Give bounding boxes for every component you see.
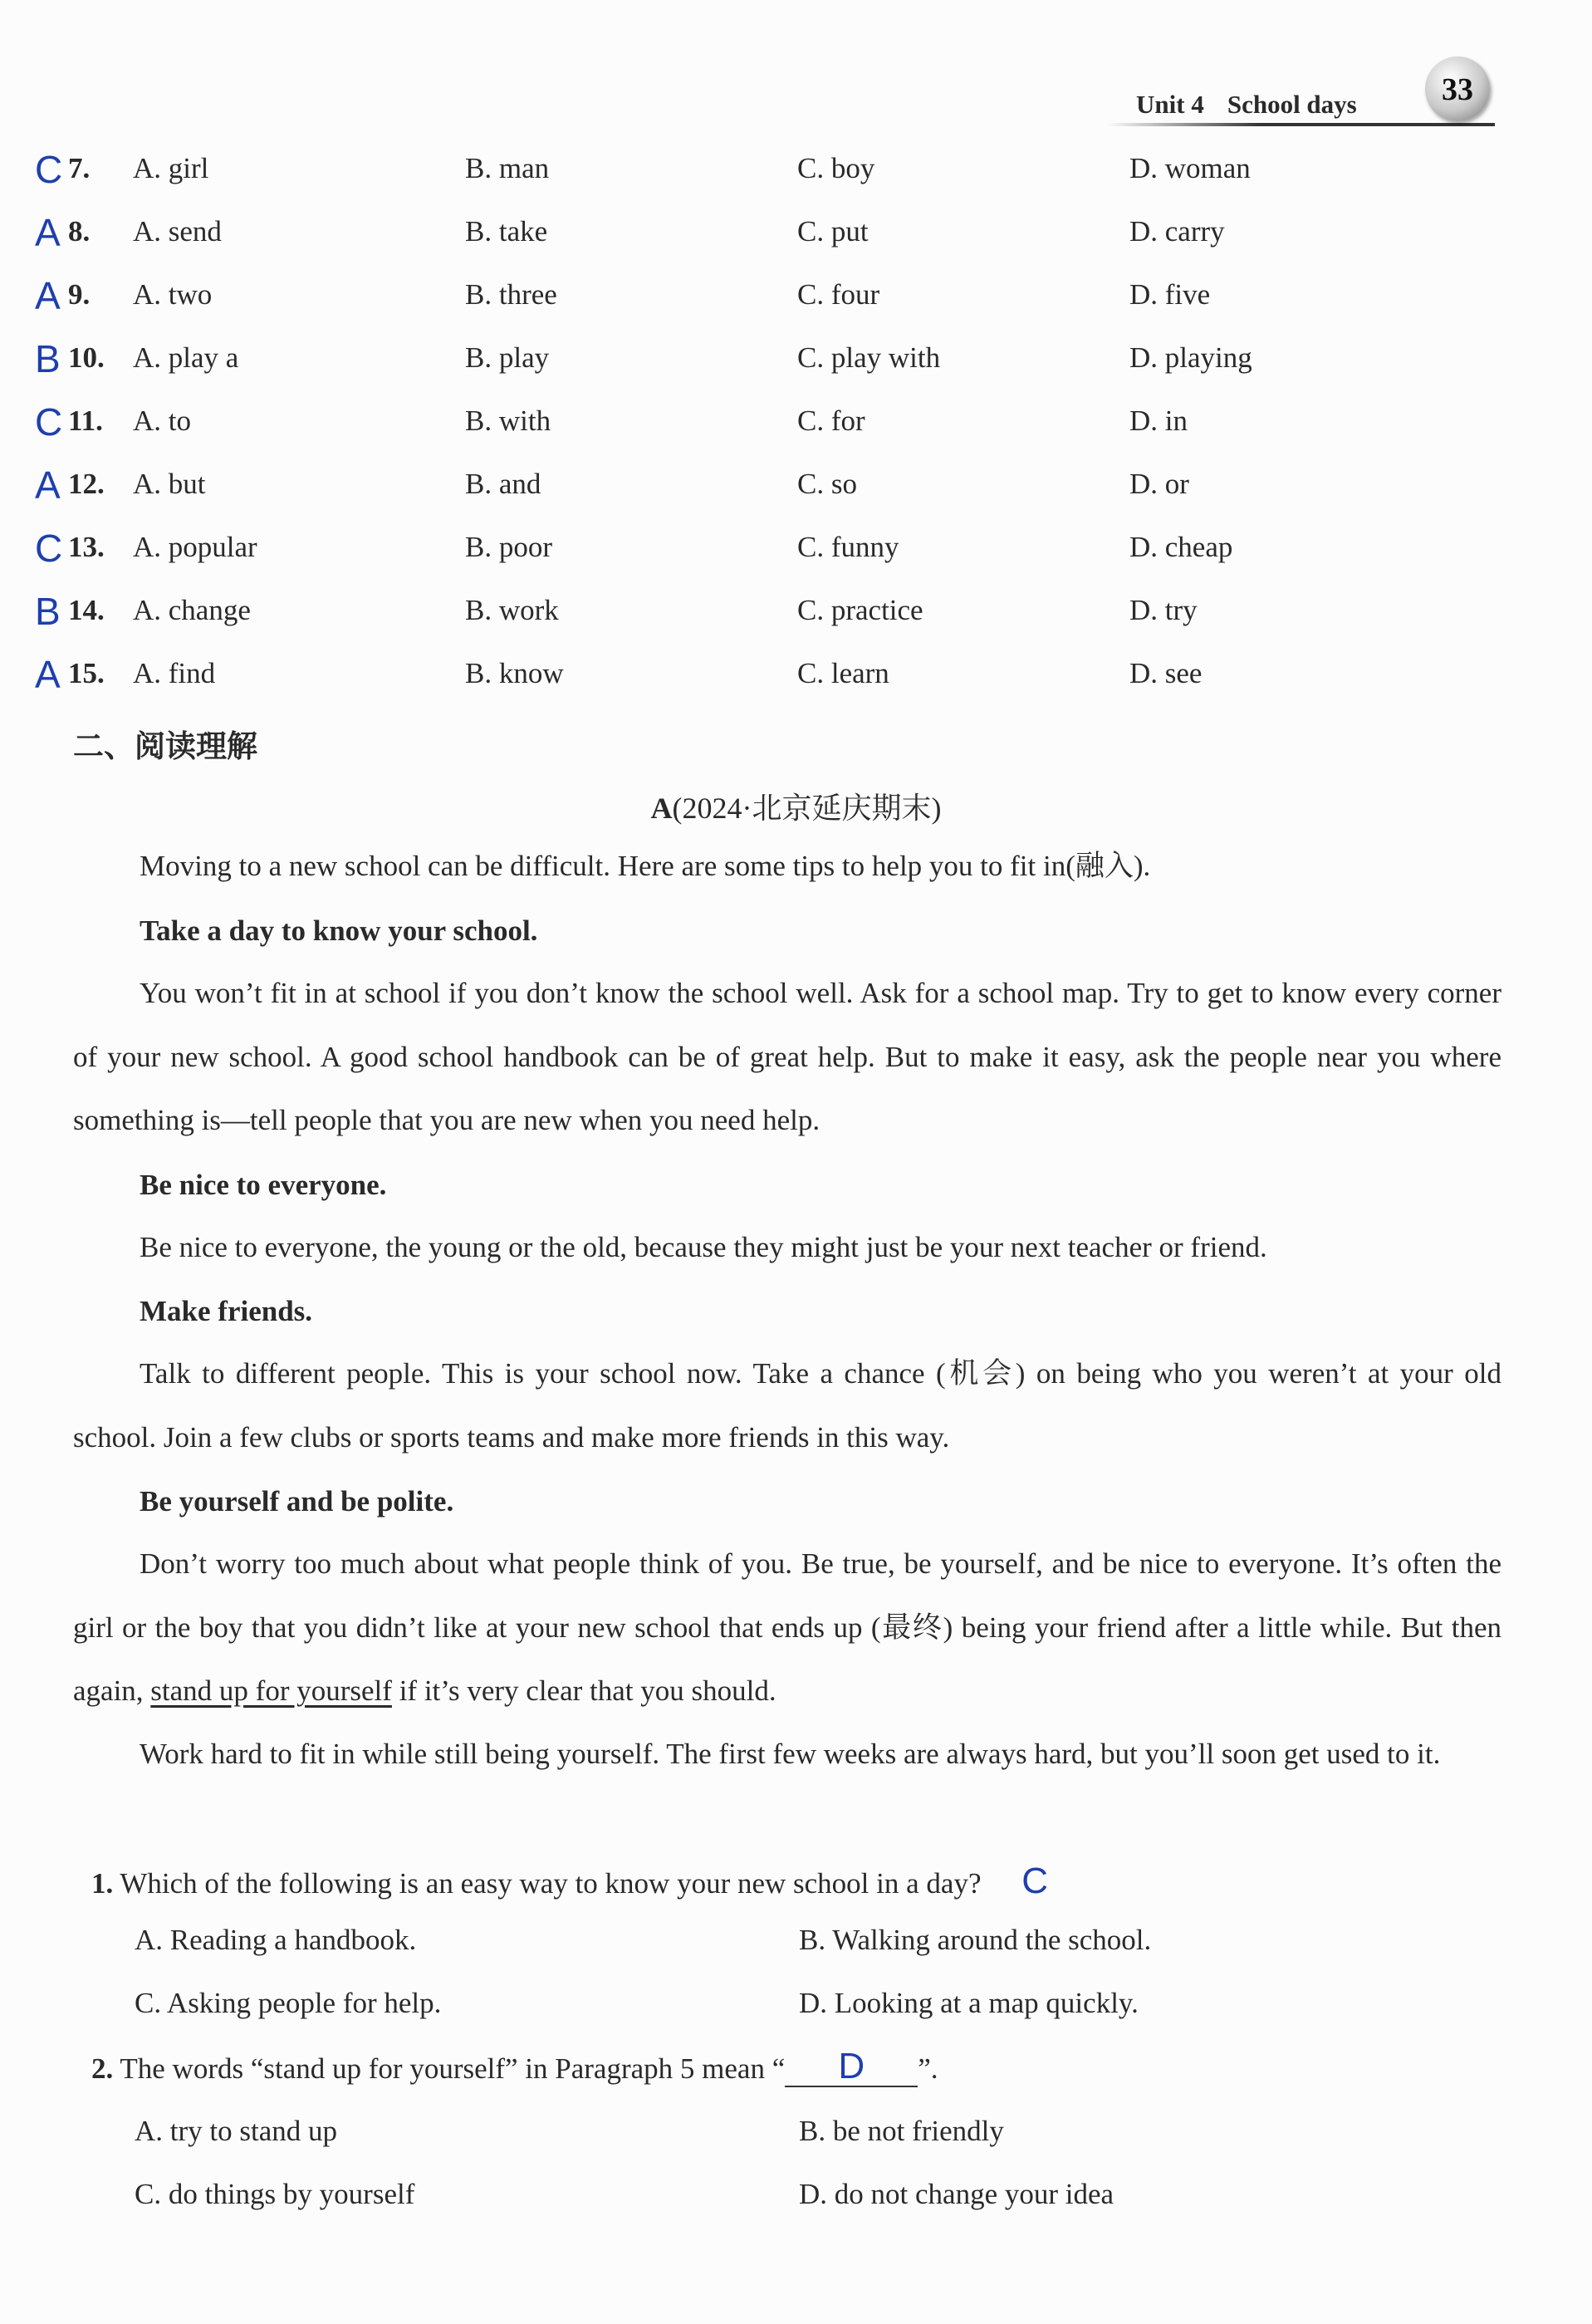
option-d: D. in — [1129, 404, 1188, 437]
option-c: C. four — [797, 278, 880, 311]
question-number: 12. — [68, 468, 105, 500]
option-b: B. work — [465, 594, 559, 626]
paragraph-text: You won’t fit in at school if you don’t know the school well. Ask for a school map. Try to get to know every corner of your new school. A good school handbook can be of great help. But to make it easy, ask the people near you where something is—tell people that you are new when you need help. — [73, 977, 1501, 1136]
handwritten-answer: A — [35, 653, 61, 696]
paragraph-text: Be nice to everyone, the young or the old, because they might just be your next teacher or friend. — [140, 1231, 1267, 1263]
option-a: A. Reading a handbook. — [135, 1924, 417, 1956]
option-c: C. funny — [797, 531, 899, 563]
tip-heading: Take a day to know your school. — [140, 914, 538, 947]
section-title: 二、阅读理解 — [73, 728, 257, 764]
option-b: B. be not friendly — [799, 2115, 1004, 2147]
option-a: A. change — [133, 594, 251, 626]
handwritten-answer: B — [35, 337, 61, 380]
handwritten-answer: A — [35, 274, 61, 317]
option-d: D. playing — [1129, 341, 1252, 374]
option-a: A. girl — [133, 152, 209, 184]
handwritten-answer: C — [1021, 1861, 1049, 1901]
option-d: D. cheap — [1129, 531, 1233, 563]
question-number: 8. — [68, 215, 91, 248]
answer-blank — [785, 2046, 918, 2087]
question-number: 15. — [68, 657, 105, 689]
option-b: B. with — [465, 404, 551, 437]
passage-paragraph — [73, 1532, 1501, 1723]
handwritten-answer: C — [35, 527, 63, 570]
option-c: C. for — [797, 404, 865, 437]
page-number-badge — [1425, 56, 1490, 121]
option-c: C. play with — [797, 341, 941, 374]
paragraph-text: Talk to different people. This is your school now. Take a chance (机会) on being who you weren’t at your old school. Join a few clubs or sports teams and make more friends in this way. — [73, 1357, 1501, 1454]
option-c: C. so — [797, 468, 857, 500]
passage-paragraph — [73, 1723, 1501, 1787]
option-a: A. find — [133, 657, 216, 689]
handwritten-answer: C — [35, 148, 63, 191]
option-b: B. take — [465, 215, 548, 248]
option-d: D. or — [1129, 468, 1189, 500]
question-number: 14. — [68, 594, 105, 626]
option-c: C. boy — [797, 152, 875, 184]
paragraph-text: Work hard to fit in while still being yourself. The first few weeks are always hard, but you’ll soon get used to it. — [140, 1738, 1441, 1770]
handwritten-answer: B — [35, 590, 61, 633]
passage-paragraph — [73, 962, 1501, 1153]
paragraph-text: if it’s very clear that you should. — [391, 1674, 776, 1707]
intro-text: Moving to a new school can be difficult. Here are some tips to help you to fit in(融入). — [140, 850, 1151, 882]
question-number: 7. — [68, 152, 91, 184]
option-b: B. and — [465, 468, 541, 500]
option-a: A. to — [133, 404, 191, 437]
option-d: D. do not change your idea — [799, 2178, 1114, 2210]
question — [91, 2046, 938, 2087]
tip-heading: Be nice to everyone. — [140, 1169, 387, 1201]
passage-paragraph — [73, 1216, 1501, 1280]
question — [91, 1861, 1048, 1902]
option-c: C. do things by yourself — [135, 2178, 415, 2210]
question-text: The words “stand up for yourself” in Paragraph 5 mean “ — [120, 2052, 786, 2085]
option-b: B. play — [465, 341, 550, 374]
question-number: 9. — [68, 278, 91, 311]
option-d: D. try — [1129, 594, 1198, 626]
option-b: B. three — [465, 278, 557, 311]
tip-heading: Be yourself and be polite. — [140, 1485, 454, 1517]
option-a: A. play a — [133, 341, 239, 374]
option-b: B. know — [465, 657, 564, 689]
option-c: C. put — [797, 215, 869, 248]
option-b: B. Walking around the school. — [799, 1924, 1152, 1956]
handwritten-answer: D — [838, 2046, 865, 2086]
header-rule — [1105, 123, 1495, 126]
option-a: A. popular — [133, 531, 257, 563]
passage-source: (2024·北京延庆期末) — [672, 792, 942, 825]
option-c: C. practice — [797, 594, 923, 626]
option-c: C. Asking people for help. — [135, 1987, 442, 2019]
passage-label: A — [650, 792, 673, 825]
tip-heading: Make friends. — [140, 1295, 313, 1327]
option-d: D. Looking at a map quickly. — [799, 1987, 1139, 2019]
option-d: D. five — [1129, 278, 1211, 311]
unit-title: School days — [1227, 90, 1357, 119]
option-b: B. man — [465, 152, 550, 184]
question-number: 10. — [68, 341, 105, 374]
page-header — [1136, 90, 1357, 120]
question-text: Which of the following is an easy way to know your new school in a day? — [120, 1867, 982, 1900]
handwritten-answer: A — [35, 211, 61, 254]
option-d: D. see — [1129, 657, 1203, 689]
option-a: A. but — [133, 468, 206, 500]
option-a: A. two — [133, 278, 213, 311]
handwritten-answer: A — [35, 463, 61, 507]
passage-paragraph — [73, 1342, 1501, 1469]
page-number: 33 — [1442, 72, 1473, 107]
passage-intro — [73, 835, 1501, 899]
option-a: A. try to stand up — [135, 2115, 338, 2147]
question-number: 11. — [68, 404, 103, 437]
unit-label: Unit 4 — [1136, 90, 1204, 119]
passage-title — [0, 785, 1592, 827]
question-number: 1. — [91, 1867, 114, 1900]
question-number: 2. — [91, 2052, 114, 2085]
option-c: C. learn — [797, 657, 889, 689]
option-a: A. send — [133, 215, 222, 248]
option-b: B. poor — [465, 531, 552, 563]
question-text-end: ”. — [918, 2052, 938, 2085]
option-d: D. carry — [1129, 215, 1225, 248]
handwritten-answer: C — [35, 400, 63, 444]
option-d: D. woman — [1129, 152, 1251, 184]
underlined-phrase: stand up for yourself — [150, 1674, 392, 1707]
question-number: 13. — [68, 531, 105, 563]
paragraph-text: Don’t worry too much about what people think of you. Be true, be yourself, and be nice to everyone. It’s often the girl or the boy that you didn’t like at your new school that ends up (最终) being your friend after a little while. But then again, — [73, 1547, 1501, 1707]
